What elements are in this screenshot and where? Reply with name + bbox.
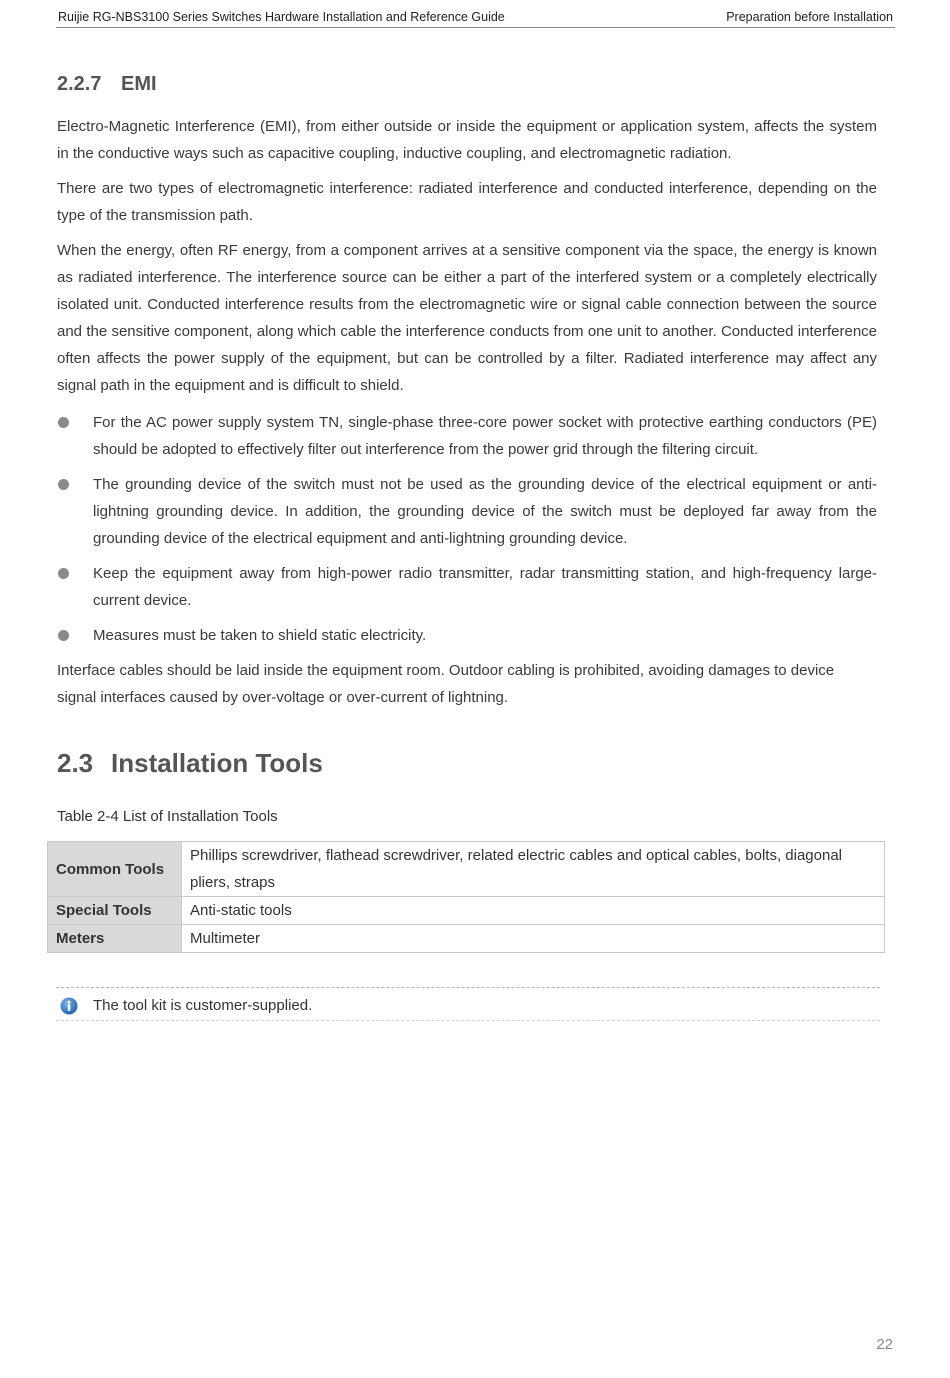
paragraph: Electro-Magnetic Interference (EMI), from either outside or inside the equipment or application system, affects the system in the conductive ways such as capacitive coupling, inductive coupling, and electromagnetic radiation.: [57, 118, 877, 162]
section-number: 2.3: [57, 748, 94, 778]
bullet-item: [57, 409, 877, 463]
bullet-dot-icon: [58, 630, 69, 641]
section-heading-installation-tools: [57, 748, 323, 779]
bullet-text: For the AC power supply system TN, single-phase three-core power socket with protective earthing conductors (PE) should be adopted to effectively filter out interference from the power grid through the filtering circuit.: [93, 414, 877, 458]
header-chapter-title: Preparation before Installation: [726, 10, 893, 24]
bullet-text: The grounding device of the switch must not be used as the grounding device of the electrical equipment or anti-lightning grounding device. In addition, the grounding device of the switch must be deployed far away from the grounding device of the electrical equipment and anti-lightning grounding device.: [93, 476, 877, 547]
paragraph-closing: Interface cables should be laid inside the equipment room. Outdoor cabling is prohibited, avoiding damages to device signal interfaces caused by over-voltage or over-current of lightning.: [57, 662, 835, 706]
header-document-title: Ruijie RG-NBS3100 Series Switches Hardware Installation and Reference Guide: [58, 10, 505, 24]
table-row: [48, 842, 885, 897]
paragraph: When the energy, often RF energy, from a component arrives at a sensitive component via the space, the energy is known as radiated interference. The interference source can be either a part of the interfered system or a completely electrically isolated unit. Conducted interference results from the electromagnetic wire or signal cable connection between the source and the sensitive component, along which cable the interference conducts from one unit to another. Conducted interference often affects the power supply of the equipment, but can be controlled by a filter. Radiated interference may affect any signal path in the equipment and is difficult to shield.: [57, 242, 877, 394]
bullet-dot-icon: [58, 479, 69, 490]
bullet-text: Measures must be taken to shield static electricity.: [93, 627, 427, 644]
table-row-value: Anti-static tools: [182, 897, 885, 925]
section-heading-emi: [57, 73, 157, 96]
bullet-text: Keep the equipment away from high-power radio transmitter, radar transmitting station, and high-frequency large-current device.: [93, 565, 877, 609]
bullet-dot-icon: [58, 417, 69, 428]
installation-tools-table: [47, 841, 885, 953]
bullet-item: [57, 471, 877, 552]
table-row-key: Meters: [48, 925, 182, 953]
bullet-item: [57, 622, 877, 649]
info-note: [56, 987, 880, 1021]
table-caption: Table 2-4 List of Installation Tools: [57, 808, 278, 825]
info-icon: [60, 997, 78, 1015]
table-row-key: Special Tools: [48, 897, 182, 925]
note-text: The tool kit is customer-supplied.: [93, 997, 313, 1014]
table-row-value: Phillips screwdriver, flathead screwdriver, related electric cables and optical cables, bolts, diagonal pliers, straps: [182, 842, 885, 897]
table-row-value: Multimeter: [182, 925, 885, 953]
table-row: [48, 897, 885, 925]
table-row: [48, 925, 885, 953]
section-number: 2.2.7: [57, 73, 102, 95]
page-number: 22: [876, 1336, 893, 1353]
paragraph: There are two types of electromagnetic interference: radiated interference and conducted interference, depending on the type of the transmission path.: [57, 180, 877, 224]
page-header: [56, 8, 895, 28]
bullet-dot-icon: [58, 568, 69, 579]
bullet-item: [57, 560, 877, 614]
section-title: EMI: [121, 73, 157, 95]
table-row-key: Common Tools: [48, 842, 182, 897]
section-title: Installation Tools: [111, 748, 323, 778]
